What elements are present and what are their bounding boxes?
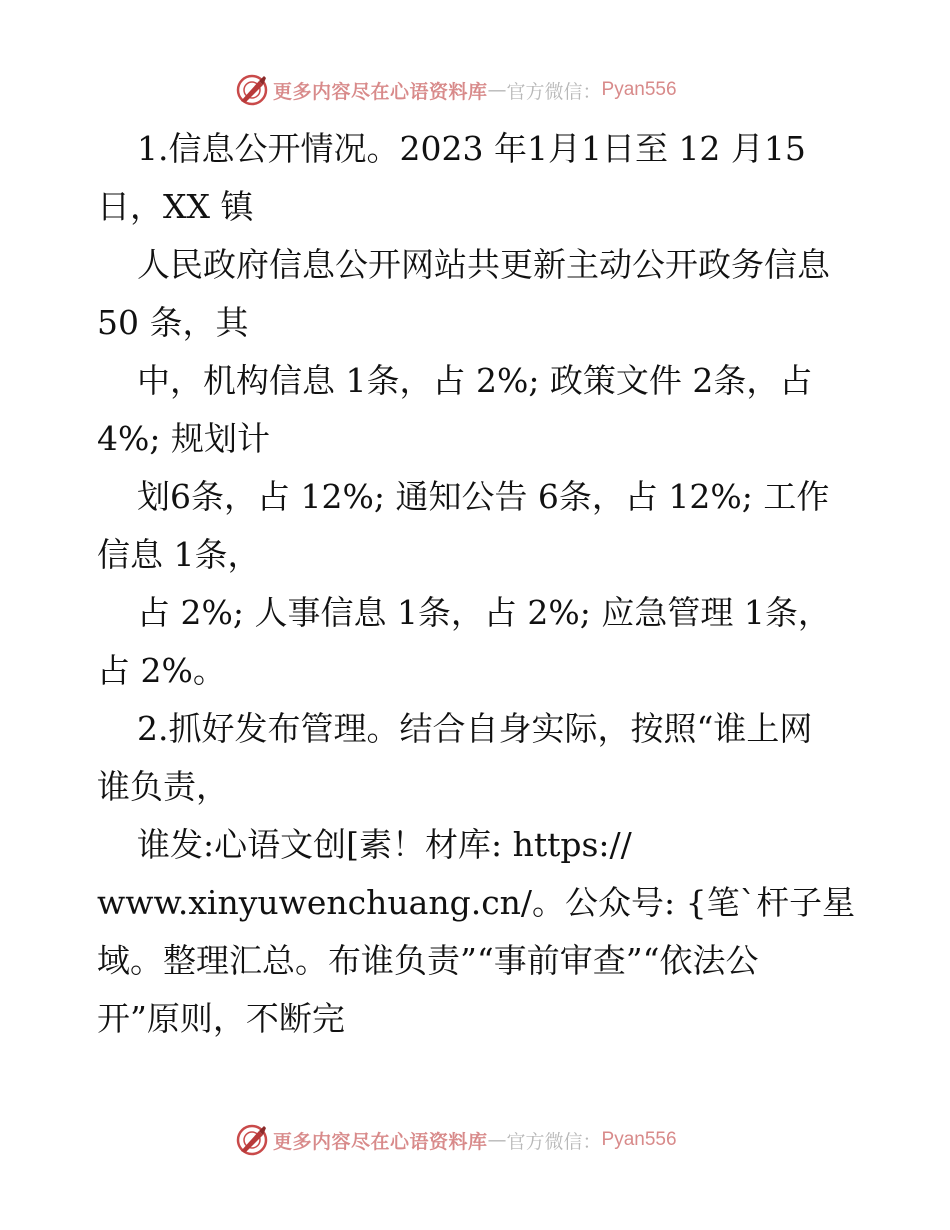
document-body <box>97 120 862 1048</box>
paragraph-line: 划6条，占 12%; 通知公告 6条，占 12%; 工作 <box>137 477 830 516</box>
pen-logo-icon <box>235 1123 269 1157</box>
paragraph-line: 占 2%。 <box>97 651 226 690</box>
paragraph-line: 开”原则，不断完 <box>97 999 345 1038</box>
paragraph-line: 中，机构信息 1条，占 2%; 政策文件 2条，占 <box>137 361 813 400</box>
paragraph-line: 4%; 规划计 <box>97 419 270 458</box>
paragraph-line: 信息 1条， <box>97 535 261 574</box>
watermark-id: Pyan556 <box>601 79 677 100</box>
paragraph-line: 2.抓好发布管理。结合自身实际，按照“谁上网 <box>137 709 813 748</box>
watermark-id: Pyan556 <box>601 1129 677 1150</box>
footer-watermark <box>235 1122 677 1158</box>
watermark-dash: — <box>487 1129 507 1151</box>
paragraph-line: 域。整理汇总。布谁负责”“事前审查”“依法公 <box>97 941 759 980</box>
watermark-text: 更多内容尽在心语资料库 <box>273 1130 488 1153</box>
paragraph-line: www.xinyuwenchuang.cn/。公众号: {笔`杆子星 <box>97 883 856 922</box>
pen-logo-icon <box>235 73 269 107</box>
paragraph-line: 1.信息公开情况。2023 年1月1日至 12 月15 <box>137 129 806 168</box>
watermark-label: 官方微信： <box>506 80 602 103</box>
watermark-dash: — <box>487 79 507 101</box>
paragraph-line: 50 条，其 <box>97 303 249 342</box>
paragraph-line: 谁负责， <box>97 767 229 806</box>
paragraph-line: 占 2%; 人事信息 1条，占 2%; 应急管理 1条， <box>137 593 831 632</box>
paragraph-line: 日，XX 镇 <box>97 187 254 226</box>
header-watermark <box>235 72 677 108</box>
paragraph-line: 人民政府信息公开网站共更新主动公开政务信息 <box>137 245 830 284</box>
watermark-text: 更多内容尽在心语资料库 <box>273 80 488 103</box>
paragraph-line: 谁发:心语文创[素！材库: https:// <box>137 825 632 864</box>
watermark-label: 官方微信： <box>506 1130 602 1153</box>
